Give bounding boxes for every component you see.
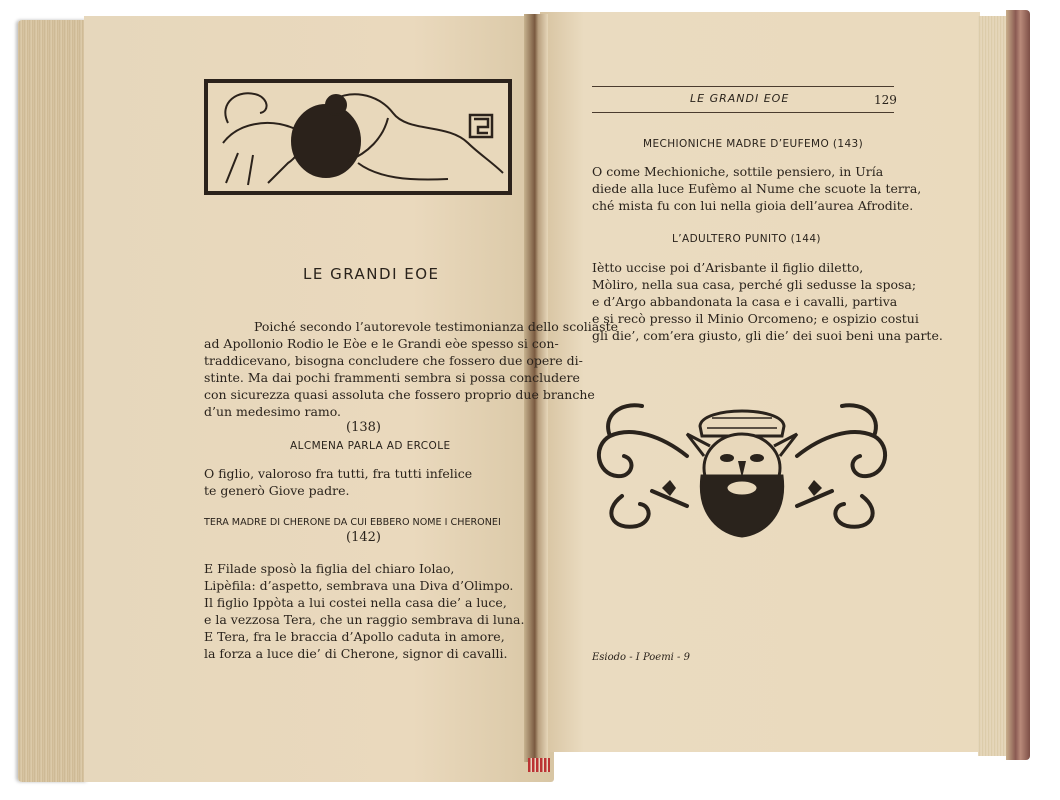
intro-line-5: con sicurezza quasi assoluta che fossero proprio due branche bbox=[204, 387, 595, 402]
intro-line-6: d’un medesimo ramo. bbox=[204, 404, 342, 419]
woodcut-hercules-lion-illustration bbox=[204, 79, 512, 195]
signature-mark: Esiodo - I Poemi - 9 bbox=[592, 652, 690, 663]
intro-line-4: stinte. Ma dai pochi frammenti sembra si possa concludere bbox=[204, 370, 580, 385]
right-page bbox=[540, 12, 980, 752]
section-144-heading: L’ADULTERO PUNITO (144) bbox=[672, 233, 821, 245]
intro-line-3: traddicevano, bisogna concludere che fossero due opere di- bbox=[204, 353, 583, 368]
section-138-heading: ALCMENA PARLA AD ERCOLE bbox=[290, 440, 451, 452]
intro-line-1: Poiché secondo l’autorevole testimonianza dello scoliaste bbox=[254, 319, 619, 334]
section-143-line-3: ché mista fu con lui nella gioia dell’aurea Afrodite. bbox=[592, 198, 914, 213]
left-page-title: LE GRANDI EOE bbox=[303, 265, 440, 283]
section-142-line-4: e la vezzosa Tera, che un raggio sembrava di luna. bbox=[204, 612, 525, 627]
book-cover-edge bbox=[1006, 10, 1030, 760]
left-page-edges bbox=[18, 20, 88, 782]
section-142-line-5: E Tera, fra le braccia d’Apollo caduta in amore, bbox=[204, 629, 505, 644]
section-142-line-2: Lipèfila: d’aspetto, sembrava una Diva d’Olimpo. bbox=[204, 578, 514, 593]
section-144-line-1: Iètto uccise poi d’Arisbante il figlio diletto, bbox=[592, 260, 864, 275]
section-144-line-4: e si recò presso il Minio Orcomeno; e ospizio costui bbox=[592, 311, 919, 326]
page-number: 129 bbox=[874, 93, 897, 107]
section-142-line-6: la forza a luce die’ di Cherone, signor di cavalli. bbox=[204, 646, 508, 661]
section-143-line-2: diede alla luce Eufèmo al Nume che scuote la terra, bbox=[592, 181, 922, 196]
section-142-heading: TERA MADRE DI CHERONE DA CUI EBBERO NOME I CHERONEI bbox=[204, 517, 501, 528]
section-142-line-3: Il figlio Ippòta a lui costei nella casa die’ a luce, bbox=[204, 595, 507, 610]
section-138-number: (138) bbox=[346, 420, 381, 435]
section-144-line-3: e d’Argo abbandonata la casa e i cavalli, partiva bbox=[592, 294, 898, 309]
bearded-mask-ornament bbox=[592, 396, 892, 538]
header-rule-top bbox=[592, 86, 894, 87]
section-144-line-2: Mòliro, nella sua casa, perché gli sedusse la sposa; bbox=[592, 277, 917, 292]
running-head: LE GRANDI EOE bbox=[690, 92, 790, 105]
section-138-line-1: O figlio, valoroso fra tutti, fra tutti infelice bbox=[204, 466, 473, 481]
section-138-line-2: te generò Giove padre. bbox=[204, 483, 350, 498]
section-143-heading: MECHIONICHE MADRE D’EUFEMO (143) bbox=[643, 138, 864, 150]
intro-line-2: ad Apollonio Rodio le Eòe e le Grandi eòe spesso si con- bbox=[204, 336, 559, 351]
header-rule-bottom bbox=[592, 112, 894, 113]
section-142-number: (142) bbox=[346, 530, 381, 545]
section-144-line-5: gli die’, com’era giusto, gli die’ dei suoi beni una parte. bbox=[592, 328, 943, 343]
section-143-line-1: O come Mechioniche, sottile pensiero, in Uría bbox=[592, 164, 884, 179]
section-142-line-1: E Filade sposò la figlia del chiaro Iolao, bbox=[204, 561, 455, 576]
headband bbox=[528, 758, 550, 772]
